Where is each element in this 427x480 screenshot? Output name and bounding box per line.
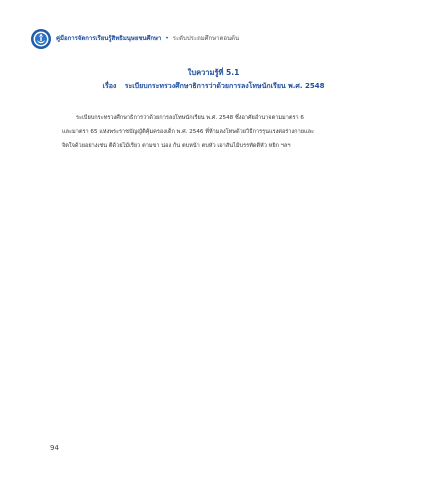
- body-line: จิตใจด้วยอย่างเช่น ตีด้วยไม้เรียว ตามขา น่อง ก้น ตบหน้า ตบหัว เอาสันไม้บรรทัดตีหัว หยิก ฯลฯ: [62, 143, 291, 149]
- body-line: และมาตรา 65 แห่งพระราชบัญญัติคุ้มครองเด็ก พ.ศ. 2546 ที่ห้ามลงโทษด้วยวิธีการรุนแรงต่อร่างกายและ: [62, 129, 315, 135]
- subject-label: เรื่อง: [102, 82, 117, 90]
- subject-text: ระเบียบกระทรวงศึกษาธิการว่าด้วยการลงโทษนักเรียน พ.ศ. 2548: [124, 82, 325, 90]
- header-title: คู่มือการจัดการเรียนรู้สิทธิมนุษยชนศึกษา: [56, 35, 162, 42]
- header-subtitle: ระดับประถมศึกษาตอนต้น: [172, 35, 240, 42]
- worksheet-title: ใบความรู้ที่ 5.1: [187, 68, 240, 77]
- body-line: ระเบียบกระทรวงศึกษาธิการว่าด้วยการลงโทษนักเรียน พ.ศ. 2548 ซึ่งอาศัยอำนาจตามมาตรา 6: [76, 115, 304, 121]
- worksheet-subject: [0, 81, 427, 91]
- page-number: 94: [50, 444, 59, 452]
- school-emblem-icon: [30, 28, 52, 50]
- header-text: [56, 35, 239, 43]
- page-header: [30, 28, 239, 50]
- body-paragraph: [62, 111, 372, 153]
- header-separator: •: [165, 35, 169, 42]
